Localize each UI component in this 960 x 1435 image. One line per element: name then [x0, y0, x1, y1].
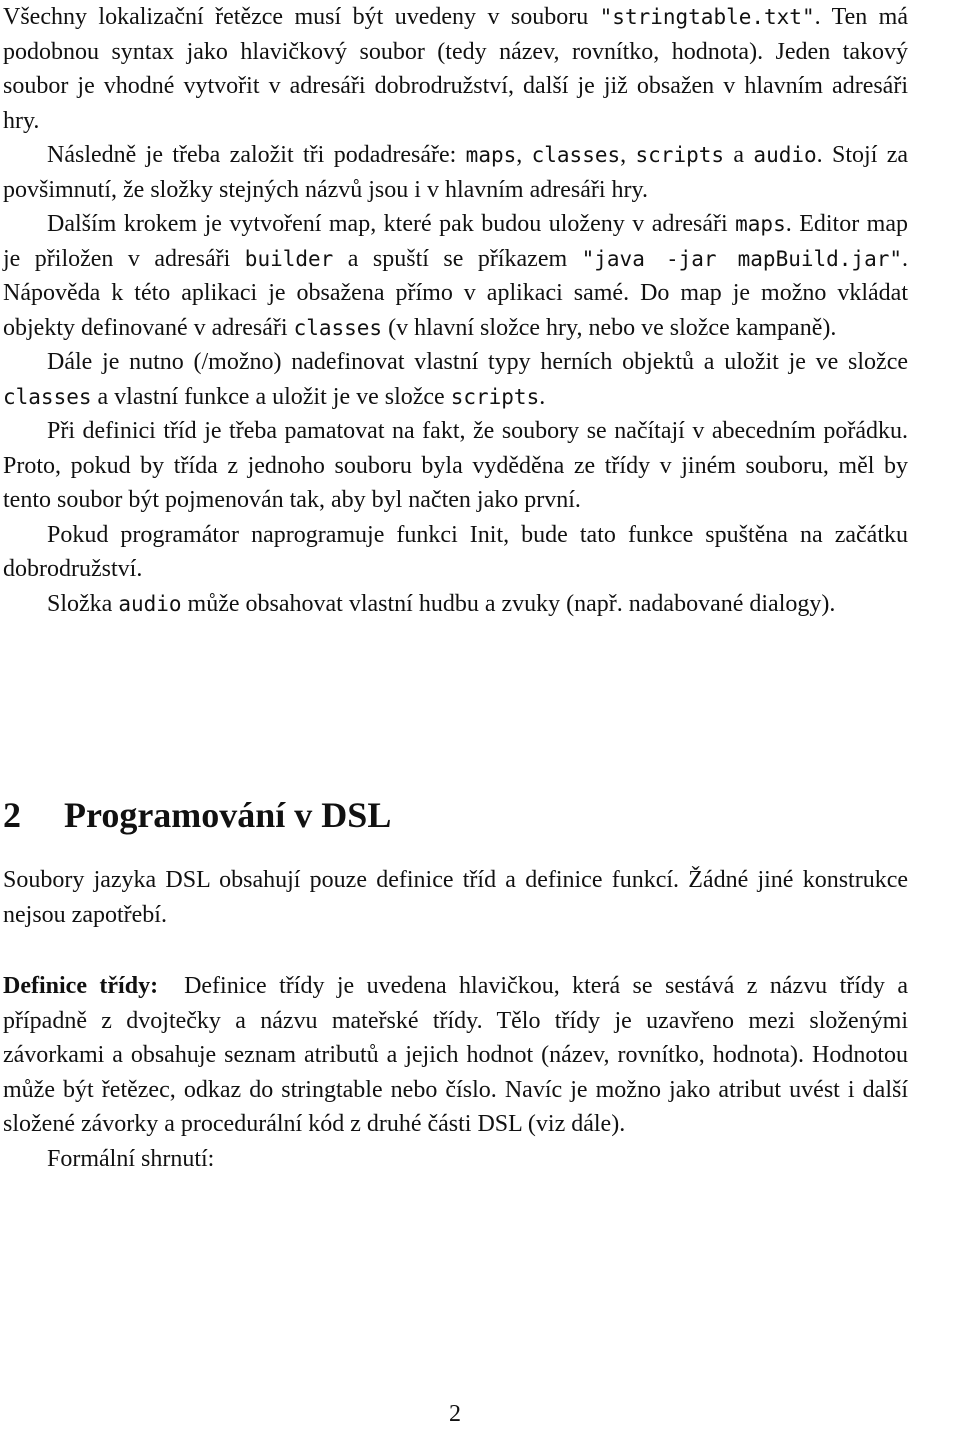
section-title: Programování v DSL [64, 795, 392, 835]
text-run: , [620, 142, 636, 168]
text-run: Složka [47, 590, 119, 617]
section-body [3, 863, 908, 1176]
paragraph [3, 414, 908, 518]
code-text: "java -jar mapBuild.jar" [581, 246, 903, 271]
text-run: . Editor map je přiložen v adresáři [3, 211, 908, 272]
text-run: a spuští se příkazem [333, 245, 582, 272]
text-run: Dalším krokem je vytvoření map, které pak budou uloženy v adresáři [47, 211, 736, 237]
page-number: 2 [449, 1401, 461, 1427]
text-run: Při definici tříd je třeba pamatovat na fakt, že soubory se načítají v abecedním pořádku. Proto, pokud by třída z jednoho souboru byla vyděděna ze třídy v jiném souboru, měl by tento soubor být pojmenován tak, aby byl načten jako první. [3, 418, 908, 513]
text-run: Všechny lokalizační řetězce musí být uvedeny v souboru [3, 4, 600, 30]
formal-summary-label: Formální shrnutí: [47, 1145, 215, 1172]
paragraph [3, 0, 908, 138]
code-text: classes [531, 143, 621, 167]
definition-text: Definice třídy je uvedena hlavičkou, která se sestává z názvu třídy a případně z dvojtečky a názvu mateřské třídy. Tělo třídy je uzavřeno mezi složenými závorkami a obsahuje seznam atributů a jejich hodnot (název, rovnítko, hodnota). Hodnotou může být řetězec, odkaz do stringtable nebo číslo. Navíc je možno jako atribut uvést i další složené závorky a procedurální kód z druhé části DSL (viz dále). [3, 973, 908, 1137]
code-text: audio [118, 591, 182, 616]
code-text: classes [3, 384, 92, 409]
section-intro-paragraph: Soubory jazyka DSL obsahují pouze definice tříd a definice funkcí. Žádné jiné konstrukce nejsou zapotřebí. [3, 867, 908, 928]
document-page [3, 0, 908, 621]
text-run: a vlastní funkce a uložit je ve složce [91, 383, 451, 410]
section-number: 2 [3, 795, 21, 835]
definition-term: Definice třídy: [3, 973, 159, 999]
text-run: a [724, 142, 754, 168]
code-text: classes [293, 315, 383, 340]
code-text: scripts [635, 143, 725, 167]
text-run: . Nápověda k této aplikaci je obsažena přímo v aplikaci samé. Do map je možno vkládat objekty definované v adresáři [3, 245, 909, 341]
paragraph [3, 138, 908, 207]
code-text: maps [465, 143, 517, 167]
code-text: scripts [450, 384, 540, 409]
paragraph [3, 207, 908, 345]
paragraph [3, 518, 908, 587]
text-run: . Ten má podobnou syntax jako hlavičkový soubor (tedy název, rovnítko, hodnota). Jeden takový soubor je vhodné vytvořit v adresáři dobrodružství, další je již obsažen v hlavním adresáři hry. [3, 4, 908, 134]
paragraph [3, 345, 908, 414]
text-run: Dále je nutno (/možno) nadefinovat vlastní typy herních objektů a uložit je ve složce [47, 349, 908, 375]
text-run: , [516, 142, 532, 168]
text-run: . Stojí za povšimnutí, že složky stejných názvů jsou i v hlavním adresáři hry. [3, 142, 909, 203]
code-text: maps [735, 212, 786, 236]
section-heading [3, 795, 391, 835]
paragraph [3, 587, 908, 622]
code-text: "stringtable.txt" [599, 5, 815, 29]
text-run: . [539, 383, 546, 410]
definition-paragraph [3, 969, 908, 1142]
text-run: Pokud programátor naprogramuje funkci Init, bude tato funkce spuštěna na začátku dobrodružství. [3, 521, 908, 582]
code-text: builder [244, 246, 334, 271]
code-text: audio [753, 143, 817, 167]
text-run: Následně je třeba založit tři podadresáře: [47, 142, 466, 168]
body-text-top [3, 0, 908, 621]
text-run: může obsahovat vlastní hudbu a zvuky (např. nadabované dialogy). [181, 590, 836, 617]
text-run: (v hlavní složce hry, nebo ve složce kampaně). [382, 314, 837, 341]
